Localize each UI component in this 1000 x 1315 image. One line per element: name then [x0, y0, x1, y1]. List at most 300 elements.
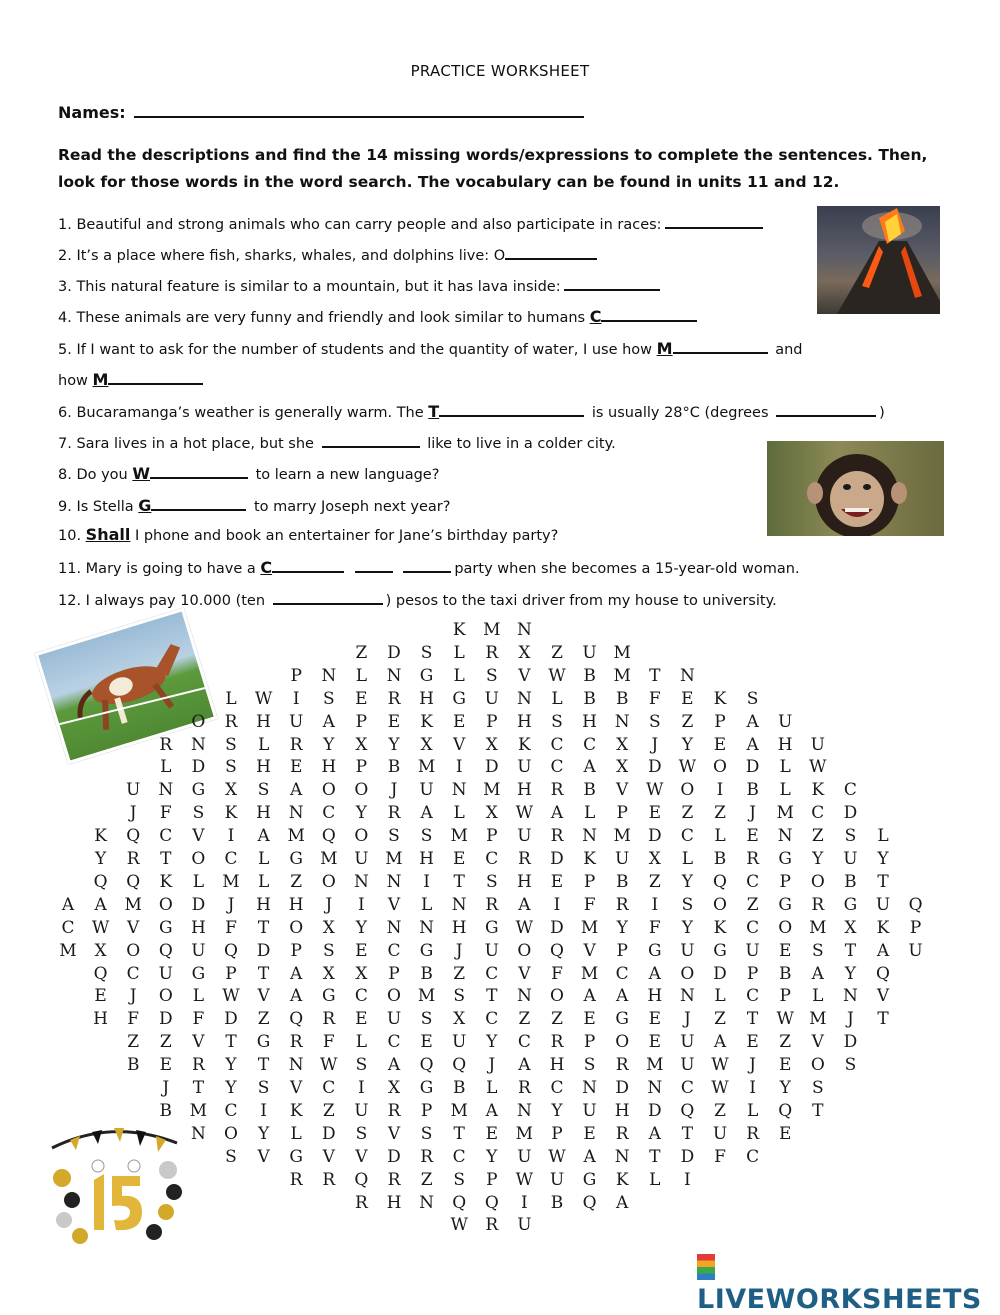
grid-letter[interactable]: A	[746, 734, 759, 755]
grid-letter[interactable]: L	[681, 849, 694, 869]
grid-letter[interactable]: Z	[779, 1032, 792, 1053]
grid-letter[interactable]: O	[550, 986, 564, 1007]
grid-letter[interactable]: A	[485, 1100, 498, 1121]
grid-letter[interactable]: G	[289, 849, 303, 869]
grid-letter[interactable]: W	[91, 917, 110, 938]
grid-letter[interactable]: X	[485, 734, 498, 755]
grid-letter[interactable]: H	[419, 849, 434, 869]
grid-letter[interactable]: D	[191, 757, 206, 778]
grid-letter[interactable]: G	[419, 940, 434, 961]
grid-letter[interactable]: H	[516, 711, 532, 732]
grid-letter[interactable]: X	[453, 1009, 466, 1030]
grid-letter[interactable]: O	[680, 963, 695, 984]
grid-letter[interactable]: L	[453, 665, 465, 686]
grid-letter[interactable]: R	[485, 642, 499, 663]
grid-letter[interactable]: U	[158, 963, 173, 984]
grid-letter[interactable]: P	[616, 940, 628, 961]
grid-letter[interactable]: S	[420, 1009, 433, 1030]
grid-letter[interactable]: Q	[582, 1192, 597, 1213]
grid-letter[interactable]: T	[257, 1055, 270, 1076]
grid-letter[interactable]: T	[681, 1123, 694, 1144]
grid-letter[interactable]: E	[583, 1009, 596, 1030]
grid-letter[interactable]: M	[320, 849, 338, 869]
grid-letter[interactable]: G	[615, 1009, 629, 1030]
grid-letter[interactable]: L	[192, 986, 205, 1007]
grid-letter[interactable]: U	[745, 940, 760, 961]
grid-letter[interactable]: K	[94, 826, 107, 847]
grid-letter[interactable]: L	[551, 688, 563, 709]
grid-letter[interactable]: O	[517, 940, 532, 961]
grid-letter[interactable]: W	[809, 757, 827, 778]
grid-letter[interactable]: O	[354, 780, 369, 801]
grid-letter[interactable]: D	[550, 917, 564, 938]
grid-letter[interactable]: Y	[355, 803, 367, 824]
grid-letter[interactable]: R	[615, 1055, 629, 1076]
grid-letter[interactable]: A	[713, 1032, 727, 1053]
grid-letter[interactable]: I	[292, 688, 300, 709]
grid-letter[interactable]: C	[843, 780, 857, 801]
grid-letter[interactable]: K	[876, 917, 890, 938]
grid-letter[interactable]: P	[779, 986, 791, 1007]
grid-letter[interactable]: N	[190, 1123, 206, 1144]
grid-letter[interactable]: C	[680, 826, 694, 847]
grid-letter[interactable]: V	[583, 940, 596, 961]
grid-letter[interactable]: I	[423, 871, 430, 892]
grid-letter[interactable]: G	[778, 849, 792, 869]
grid-letter[interactable]: U	[549, 1169, 565, 1190]
answer-blank-11a[interactable]	[272, 556, 344, 573]
grid-letter[interactable]: D	[745, 757, 760, 778]
grid-letter[interactable]: Z	[714, 1100, 726, 1121]
grid-letter[interactable]: L	[257, 849, 270, 869]
grid-letter[interactable]: B	[387, 757, 401, 778]
grid-letter[interactable]: M	[287, 826, 305, 847]
grid-letter[interactable]: K	[713, 917, 727, 938]
grid-letter[interactable]: P	[388, 963, 400, 984]
grid-letter[interactable]: J	[683, 1009, 691, 1030]
grid-letter[interactable]: R	[746, 1123, 759, 1144]
grid-letter[interactable]: M	[450, 1100, 468, 1121]
grid-letter[interactable]: U	[582, 642, 597, 663]
grid-letter[interactable]: F	[648, 688, 661, 709]
grid-letter[interactable]: A	[746, 711, 759, 732]
grid-letter[interactable]: P	[290, 665, 302, 686]
grid-letter[interactable]: L	[355, 665, 368, 686]
grid-letter[interactable]: M	[809, 1009, 827, 1030]
grid-letter[interactable]: V	[290, 1078, 303, 1098]
grid-letter[interactable]: V	[257, 986, 270, 1007]
grid-letter[interactable]: V	[257, 1146, 270, 1167]
grid-letter[interactable]: L	[583, 803, 596, 824]
grid-letter[interactable]: T	[160, 849, 172, 869]
grid-letter[interactable]: H	[190, 917, 206, 938]
grid-letter[interactable]: X	[322, 917, 335, 938]
grid-letter[interactable]: E	[746, 1032, 759, 1053]
grid-letter[interactable]: J	[390, 780, 398, 801]
grid-letter[interactable]: Z	[453, 963, 466, 984]
grid-letter[interactable]: E	[550, 871, 564, 892]
grid-letter[interactable]: C	[126, 963, 140, 984]
grid-letter[interactable]: P	[486, 1169, 498, 1190]
grid-letter[interactable]: F	[192, 1009, 205, 1030]
grid-letter[interactable]: Y	[812, 849, 824, 869]
grid-letter[interactable]: T	[877, 871, 889, 892]
grid-letter[interactable]: L	[779, 780, 791, 801]
grid-letter[interactable]: G	[843, 894, 858, 915]
grid-letter[interactable]: Q	[126, 871, 141, 892]
grid-letter[interactable]: R	[485, 1215, 499, 1236]
grid-letter[interactable]: V	[453, 734, 466, 755]
grid-letter[interactable]: X	[387, 1078, 401, 1098]
grid-letter[interactable]: G	[289, 1146, 303, 1167]
grid-letter[interactable]: D	[843, 1032, 858, 1053]
grid-letter[interactable]: H	[777, 734, 793, 755]
answer-blank-5a[interactable]	[673, 337, 768, 354]
grid-letter[interactable]: E	[485, 1123, 498, 1144]
grid-letter[interactable]: C	[224, 849, 238, 869]
grid-letter[interactable]: R	[550, 826, 564, 847]
grid-letter[interactable]: D	[680, 1146, 695, 1167]
grid-letter[interactable]: N	[190, 734, 206, 755]
grid-letter[interactable]: E	[778, 1123, 792, 1144]
grid-letter[interactable]: U	[517, 1146, 532, 1167]
grid-letter[interactable]: R	[517, 1078, 531, 1098]
grid-letter[interactable]: A	[876, 940, 890, 961]
grid-letter[interactable]: W	[254, 688, 273, 709]
grid-letter[interactable]: F	[551, 963, 563, 984]
grid-letter[interactable]: P	[714, 711, 726, 732]
grid-letter[interactable]: T	[257, 917, 270, 938]
grid-letter[interactable]: V	[355, 1146, 368, 1167]
grid-letter[interactable]: E	[159, 1055, 172, 1076]
grid-letter[interactable]: F	[583, 894, 596, 915]
grid-letter[interactable]: S	[681, 894, 694, 915]
grid-letter[interactable]: R	[289, 1169, 303, 1190]
grid-letter[interactable]: T	[486, 986, 498, 1007]
grid-letter[interactable]: R	[159, 734, 173, 755]
grid-letter[interactable]: P	[551, 1123, 563, 1144]
grid-letter[interactable]: U	[712, 1123, 728, 1144]
grid-letter[interactable]: Y	[355, 917, 367, 938]
grid-letter[interactable]: Q	[321, 826, 336, 847]
grid-letter[interactable]: V	[322, 1146, 335, 1167]
grid-letter[interactable]: P	[355, 757, 368, 778]
grid-letter[interactable]: L	[355, 1032, 368, 1053]
grid-letter[interactable]: M	[417, 757, 436, 778]
grid-letter[interactable]: P	[486, 711, 498, 732]
grid-letter[interactable]: T	[649, 1146, 661, 1167]
grid-letter[interactable]: K	[224, 803, 238, 824]
grid-letter[interactable]: S	[420, 642, 433, 663]
grid-letter[interactable]: Z	[746, 894, 759, 915]
grid-letter[interactable]: T	[257, 963, 270, 984]
grid-letter[interactable]: O	[158, 986, 173, 1007]
grid-letter[interactable]: B	[615, 688, 629, 709]
grid-letter[interactable]: R	[289, 1032, 303, 1053]
grid-letter[interactable]: Q	[93, 871, 108, 892]
grid-letter[interactable]: K	[713, 688, 727, 709]
grid-letter[interactable]: D	[713, 963, 727, 984]
grid-letter[interactable]: U	[680, 940, 695, 961]
grid-letter[interactable]: X	[355, 963, 368, 984]
grid-letter[interactable]: O	[713, 757, 727, 778]
grid-letter[interactable]: Z	[648, 871, 661, 892]
grid-letter[interactable]: N	[451, 780, 467, 801]
grid-letter[interactable]: N	[516, 688, 532, 709]
grid-letter[interactable]: X	[648, 849, 661, 869]
answer-blank-9[interactable]	[151, 494, 246, 511]
grid-letter[interactable]: T	[877, 1009, 889, 1030]
grid-letter[interactable]: H	[256, 803, 271, 824]
grid-letter[interactable]: X	[94, 940, 107, 961]
grid-letter[interactable]: U	[289, 711, 304, 732]
grid-letter[interactable]: E	[778, 1055, 792, 1076]
grid-letter[interactable]: U	[778, 711, 793, 732]
grid-letter[interactable]: U	[582, 1100, 597, 1121]
grid-letter[interactable]: H	[647, 986, 663, 1007]
grid-letter[interactable]: S	[485, 871, 498, 892]
grid-letter[interactable]: O	[191, 711, 206, 732]
grid-letter[interactable]: C	[680, 1078, 694, 1098]
grid-letter[interactable]: L	[192, 871, 205, 892]
grid-letter[interactable]: H	[288, 894, 304, 915]
grid-letter[interactable]: K	[159, 871, 173, 892]
grid-letter[interactable]: E	[648, 1032, 661, 1053]
grid-letter[interactable]: I	[358, 1078, 365, 1098]
grid-letter[interactable]: R	[550, 1032, 564, 1053]
grid-letter[interactable]: M	[385, 849, 403, 869]
grid-letter[interactable]: W	[320, 1055, 338, 1076]
grid-letter[interactable]: E	[387, 711, 401, 732]
grid-letter[interactable]: V	[876, 986, 890, 1007]
grid-letter[interactable]: L	[812, 986, 824, 1007]
names-blank[interactable]	[134, 102, 584, 118]
grid-letter[interactable]: B	[550, 1192, 564, 1213]
grid-letter[interactable]: N	[419, 1192, 435, 1213]
grid-letter[interactable]: R	[191, 1055, 205, 1076]
answer-blank-11c[interactable]	[403, 556, 451, 573]
grid-letter[interactable]: U	[517, 1215, 532, 1236]
grid-letter[interactable]: Q	[484, 1192, 499, 1213]
grid-letter[interactable]: B	[583, 665, 596, 686]
grid-letter[interactable]: T	[746, 1009, 759, 1030]
grid-letter[interactable]: E	[355, 940, 368, 961]
grid-letter[interactable]: W	[548, 1146, 566, 1167]
grid-letter[interactable]: D	[224, 1009, 238, 1030]
grid-letter[interactable]: H	[93, 1009, 108, 1030]
grid-letter[interactable]: X	[844, 917, 857, 938]
grid-letter[interactable]: A	[290, 780, 303, 801]
grid-letter[interactable]: O	[224, 1123, 238, 1144]
grid-letter[interactable]: L	[257, 734, 270, 755]
grid-letter[interactable]: G	[191, 780, 206, 801]
grid-letter[interactable]: J	[162, 1078, 170, 1098]
grid-letter[interactable]: S	[648, 711, 661, 732]
grid-letter[interactable]: C	[550, 734, 564, 755]
grid-letter[interactable]: B	[420, 963, 433, 984]
grid-letter[interactable]: Y	[257, 1123, 270, 1144]
answer-blank-1[interactable]	[665, 212, 763, 229]
grid-letter[interactable]: F	[159, 803, 172, 824]
grid-letter[interactable]: V	[127, 917, 140, 938]
grid-letter[interactable]: S	[453, 1169, 466, 1190]
grid-letter[interactable]: Z	[290, 871, 303, 892]
grid-letter[interactable]: J	[651, 734, 659, 755]
grid-letter[interactable]: E	[452, 711, 466, 732]
grid-letter[interactable]: N	[353, 871, 369, 892]
grid-letter[interactable]: L	[746, 1100, 759, 1121]
grid-letter[interactable]: L	[160, 757, 172, 778]
grid-letter[interactable]: F	[648, 917, 661, 938]
grid-letter[interactable]: S	[453, 986, 466, 1007]
grid-letter[interactable]: S	[844, 1055, 857, 1076]
grid-letter[interactable]: Y	[388, 734, 400, 755]
grid-letter[interactable]: S	[225, 734, 237, 755]
grid-letter[interactable]: O	[810, 871, 825, 892]
grid-letter[interactable]: Y	[94, 849, 107, 869]
grid-letter[interactable]: O	[191, 849, 206, 869]
grid-letter[interactable]: Y	[779, 1078, 791, 1098]
grid-letter[interactable]: C	[811, 803, 825, 824]
grid-letter[interactable]: G	[419, 665, 434, 686]
grid-letter[interactable]: R	[387, 688, 401, 709]
grid-letter[interactable]: D	[647, 826, 662, 847]
grid-letter[interactable]: E	[681, 688, 694, 709]
grid-letter[interactable]: L	[486, 1078, 498, 1098]
grid-letter[interactable]: R	[615, 894, 629, 915]
grid-letter[interactable]: Q	[452, 1192, 467, 1213]
grid-letter[interactable]: G	[778, 894, 792, 915]
grid-letter[interactable]: E	[289, 757, 303, 778]
grid-letter[interactable]: Q	[908, 894, 923, 915]
grid-letter[interactable]: J	[749, 1055, 756, 1076]
grid-letter[interactable]: E	[778, 940, 792, 961]
grid-letter[interactable]: N	[386, 917, 402, 938]
grid-letter[interactable]: L	[290, 1123, 302, 1144]
grid-letter[interactable]: H	[419, 688, 434, 709]
grid-letter[interactable]: S	[322, 940, 335, 961]
grid-letter[interactable]: S	[257, 1078, 270, 1098]
grid-letter[interactable]: E	[420, 1032, 433, 1053]
grid-letter[interactable]: H	[614, 1100, 630, 1121]
grid-letter[interactable]: X	[485, 803, 498, 824]
answer-blank-6b[interactable]	[776, 400, 876, 417]
grid-letter[interactable]: K	[583, 849, 596, 869]
grid-letter[interactable]: Q	[93, 963, 108, 984]
grid-letter[interactable]: N	[614, 1146, 630, 1167]
grid-letter[interactable]: D	[647, 757, 662, 778]
grid-letter[interactable]: J	[227, 894, 235, 915]
grid-letter[interactable]: Q	[778, 1100, 793, 1121]
grid-letter[interactable]: E	[355, 688, 368, 709]
grid-letter[interactable]: E	[583, 1123, 596, 1144]
grid-letter[interactable]: V	[811, 1032, 824, 1053]
grid-letter[interactable]: X	[616, 757, 629, 778]
grid-letter[interactable]: Y	[877, 849, 889, 869]
grid-letter[interactable]: Q	[289, 1009, 304, 1030]
grid-letter[interactable]: S	[192, 803, 205, 824]
grid-letter[interactable]: O	[680, 780, 695, 801]
grid-letter[interactable]: Q	[224, 940, 238, 961]
grid-letter[interactable]: R	[354, 1192, 368, 1213]
grid-letter[interactable]: D	[843, 803, 858, 824]
grid-letter[interactable]: N	[679, 986, 695, 1007]
grid-letter[interactable]: C	[550, 757, 564, 778]
grid-letter[interactable]: Y	[616, 917, 628, 938]
grid-letter[interactable]: Z	[322, 1100, 335, 1121]
grid-letter[interactable]: F	[127, 1009, 140, 1030]
grid-letter[interactable]: G	[159, 917, 173, 938]
grid-letter[interactable]: P	[290, 940, 302, 961]
grid-letter[interactable]: R	[126, 849, 140, 869]
grid-letter[interactable]: R	[420, 1146, 433, 1167]
grid-letter[interactable]: C	[583, 734, 597, 755]
grid-letter[interactable]: S	[811, 940, 824, 961]
grid-letter[interactable]: A	[648, 1123, 661, 1144]
grid-letter[interactable]: H	[516, 871, 532, 892]
grid-letter[interactable]: D	[387, 642, 401, 663]
grid-letter[interactable]: H	[256, 757, 271, 778]
grid-letter[interactable]: B	[452, 1078, 466, 1098]
grid-letter[interactable]: N	[516, 620, 532, 640]
grid-letter[interactable]: B	[583, 780, 596, 801]
grid-letter[interactable]: P	[486, 826, 498, 847]
grid-letter[interactable]: O	[321, 871, 336, 892]
grid-letter[interactable]: P	[909, 917, 922, 938]
grid-letter[interactable]: N	[582, 1078, 598, 1098]
grid-letter[interactable]: Q	[713, 871, 727, 892]
grid-letter[interactable]: L	[779, 757, 791, 778]
grid-letter[interactable]: Y	[681, 917, 693, 938]
answer-blank-7[interactable]	[322, 431, 420, 448]
grid-letter[interactable]: C	[322, 803, 336, 824]
grid-letter[interactable]: N	[777, 826, 793, 847]
grid-letter[interactable]: R	[224, 711, 238, 732]
grid-letter[interactable]: W	[646, 780, 664, 801]
grid-letter[interactable]: R	[322, 1169, 336, 1190]
grid-letter[interactable]: L	[453, 642, 465, 663]
grid-letter[interactable]: U	[191, 940, 206, 961]
grid-letter[interactable]: F	[225, 917, 237, 938]
grid-letter[interactable]: T	[844, 940, 857, 961]
grid-letter[interactable]: W	[515, 1169, 534, 1190]
grid-letter[interactable]: Y	[225, 1055, 237, 1076]
grid-letter[interactable]: U	[354, 849, 369, 869]
grid-letter[interactable]: A	[420, 803, 433, 824]
grid-letter[interactable]: U	[517, 826, 532, 847]
grid-letter[interactable]: X	[518, 642, 531, 663]
grid-letter[interactable]: T	[225, 1032, 237, 1053]
grid-letter[interactable]: J	[129, 986, 137, 1007]
grid-letter[interactable]: I	[260, 1100, 267, 1121]
grid-letter[interactable]: Z	[811, 826, 824, 847]
grid-letter[interactable]: N	[614, 711, 630, 732]
grid-letter[interactable]: C	[224, 1100, 238, 1121]
grid-letter[interactable]: U	[843, 849, 858, 869]
grid-letter[interactable]: Z	[355, 642, 368, 663]
grid-letter[interactable]: V	[616, 780, 629, 801]
grid-letter[interactable]: G	[256, 1032, 271, 1053]
grid-letter[interactable]: A	[518, 894, 531, 915]
grid-letter[interactable]: N	[679, 665, 695, 686]
grid-letter[interactable]: D	[387, 1146, 401, 1167]
grid-letter[interactable]: A	[94, 894, 107, 915]
grid-letter[interactable]: O	[158, 894, 173, 915]
grid-letter[interactable]: V	[518, 665, 531, 686]
grid-letter[interactable]: C	[746, 1146, 760, 1167]
grid-letter[interactable]: X	[322, 963, 335, 984]
grid-letter[interactable]: A	[583, 1146, 596, 1167]
